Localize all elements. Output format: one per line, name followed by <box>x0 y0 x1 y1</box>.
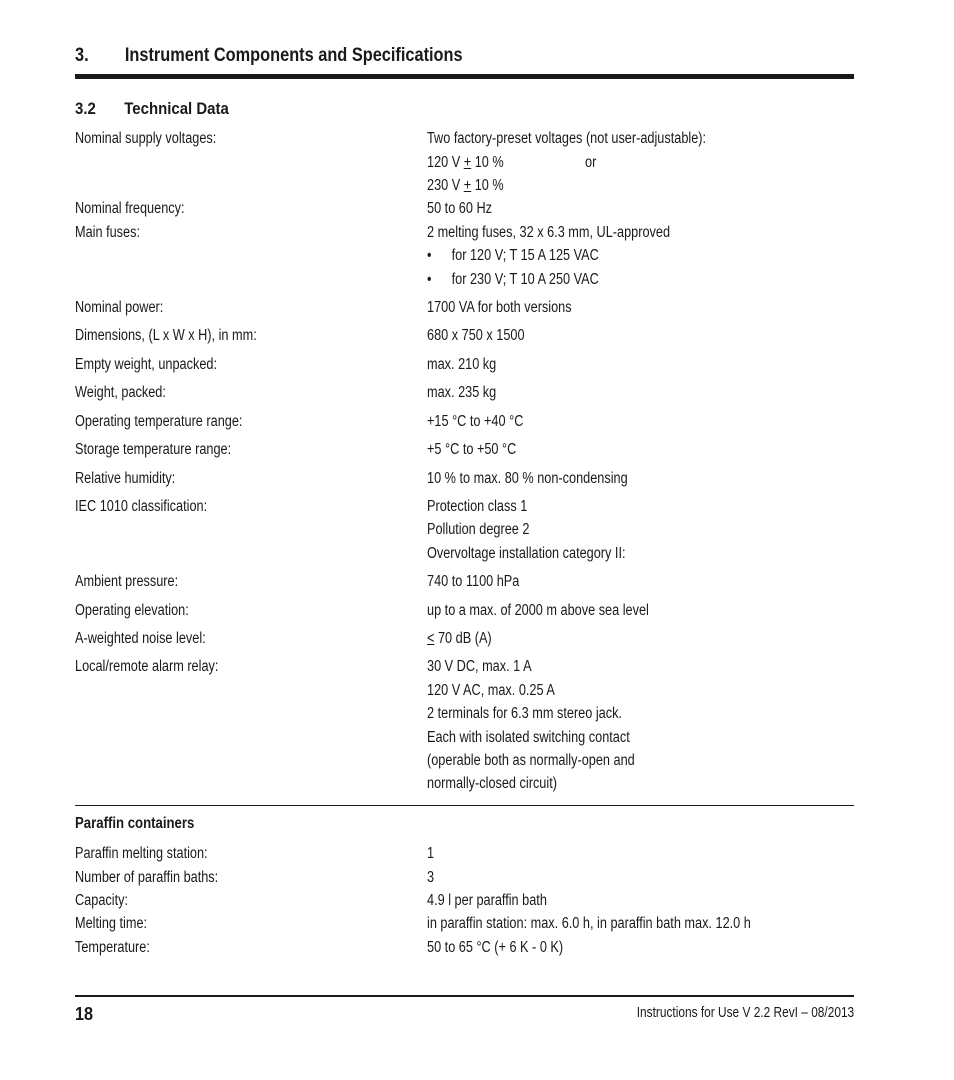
section-heading <box>75 99 229 119</box>
paraffin-heading: Paraffin containers <box>75 815 195 832</box>
op-temp-value: +15 °C to +40 °C <box>427 413 524 430</box>
alarm-value-4: Each with isolated switching contact <box>427 729 630 746</box>
freq-value: 50 to 60 Hz <box>427 200 493 217</box>
supply-or: or <box>585 154 597 171</box>
supply-230: 230 V + 10 % <box>427 177 504 194</box>
alarm-value-2: 120 V AC, max. 0.25 A <box>427 682 555 699</box>
supply-120: 120 V + 10 % <box>427 154 504 171</box>
noise-label: A-weighted noise level: <box>75 630 206 647</box>
empty-weight-value: max. 210 kg <box>427 356 497 373</box>
iec-label: IEC 1010 classification: <box>75 498 208 515</box>
melting-time-value: in paraffin station: max. 6.0 h, in paraffin bath max. 12.0 h <box>427 915 751 932</box>
melting-station-value: 1 <box>427 845 435 862</box>
fuse-230-item: • for 230 V; T 10 A 250 VAC <box>427 271 599 288</box>
alarm-value-1: 30 V DC, max. 1 A <box>427 658 532 675</box>
noise-value: < 70 dB (A) <box>427 630 492 647</box>
fuses-label: Main fuses: <box>75 224 140 241</box>
dim-label: Dimensions, (L x W x H), in mm: <box>75 327 257 344</box>
ambient-label: Ambient pressure: <box>75 573 179 590</box>
freq-label: Nominal frequency: <box>75 200 185 217</box>
humidity-value: 10 % to max. 80 % non-condensing <box>427 470 628 487</box>
section-title: Technical Data <box>124 99 229 118</box>
storage-temp-value: +5 °C to +50 °C <box>427 441 517 458</box>
footer-rule <box>75 995 854 997</box>
empty-weight-label: Empty weight, unpacked: <box>75 356 218 373</box>
iec-value-3: Overvoltage installation category II: <box>427 545 626 562</box>
alarm-value-5: (operable both as normally-open and <box>427 752 635 769</box>
section-divider <box>75 805 854 806</box>
alarm-value-6: normally-closed circuit) <box>427 775 557 792</box>
capacity-value: 4.9 l per paraffin bath <box>427 892 547 909</box>
iec-value-1: Protection class 1 <box>427 498 528 515</box>
temperature-value: 50 to 65 °C (+ 6 K - 0 K) <box>427 939 564 956</box>
power-value: 1700 VA for both versions <box>427 299 572 316</box>
iec-value-2: Pollution degree 2 <box>427 521 530 538</box>
chapter-title: Instrument Components and Specifications <box>124 45 463 66</box>
alarm-label: Local/remote alarm relay: <box>75 658 219 675</box>
temperature-label: Temperature: <box>75 939 150 956</box>
op-temp-label: Operating temperature range: <box>75 413 243 430</box>
melting-time-label: Melting time: <box>75 915 148 932</box>
capacity-label: Capacity: <box>75 892 128 909</box>
packed-weight-value: max. 235 kg <box>427 384 497 401</box>
baths-label: Number of paraffin baths: <box>75 869 219 886</box>
dim-value: 680 x 750 x 1500 <box>427 327 525 344</box>
packed-weight-label: Weight, packed: <box>75 384 166 401</box>
chapter-number: 3. <box>75 45 89 66</box>
fuse-120-item: • for 120 V; T 15 A 125 VAC <box>427 247 599 264</box>
storage-temp-label: Storage temperature range: <box>75 441 232 458</box>
elevation-value: up to a max. of 2000 m above sea level <box>427 602 649 619</box>
melting-station-label: Paraffin melting station: <box>75 845 208 862</box>
supply-line1: Two factory-preset voltages (not user-adjustable): <box>427 130 707 147</box>
humidity-label: Relative humidity: <box>75 470 176 487</box>
chapter-heading <box>75 45 463 67</box>
elevation-label: Operating elevation: <box>75 602 189 619</box>
section-number: 3.2 <box>75 99 96 118</box>
baths-value: 3 <box>427 869 435 886</box>
page-number: 18 <box>75 1004 94 1024</box>
footer-text: Instructions for Use V 2.2 RevI – 08/2013 <box>636 1005 854 1021</box>
alarm-value-3: 2 terminals for 6.3 mm stereo jack. <box>427 705 622 722</box>
fuses-value: 2 melting fuses, 32 x 6.3 mm, UL-approved <box>427 224 671 241</box>
power-label: Nominal power: <box>75 299 164 316</box>
ambient-value: 740 to 1100 hPa <box>427 573 520 590</box>
supply-label: Nominal supply voltages: <box>75 130 217 147</box>
header-rule <box>75 74 854 79</box>
